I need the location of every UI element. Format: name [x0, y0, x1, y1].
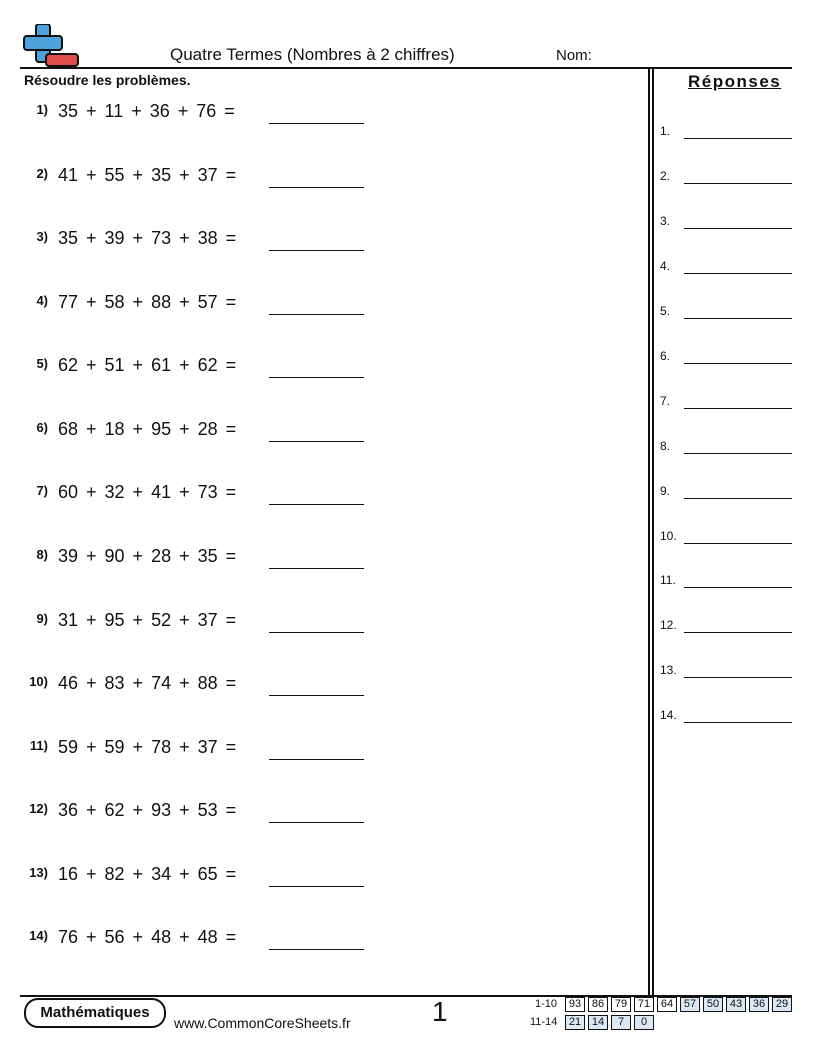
answer-row-5 — [660, 304, 792, 324]
key-cell: 79 — [611, 997, 631, 1012]
answer-blank[interactable] — [684, 273, 792, 274]
key-row-label: 11-14 — [530, 1016, 558, 1028]
problem-3 — [24, 228, 384, 254]
answer-blank[interactable] — [684, 543, 792, 544]
problem-expression: 39 + 90 + 28 + 35 = — [58, 546, 237, 566]
key-row-label: 1-10 — [535, 998, 558, 1010]
problem-4 — [24, 292, 384, 318]
problem-number: 11) — [29, 738, 48, 753]
answer-blank[interactable] — [269, 695, 364, 696]
problem-11 — [24, 737, 384, 763]
answer-label: 3. — [660, 214, 671, 228]
problem-expression: 31 + 95 + 52 + 37 = — [58, 610, 237, 630]
answer-row-14 — [660, 708, 792, 728]
answer-label: 5. — [660, 304, 671, 318]
name-label: Nom: — [556, 47, 592, 64]
key-cell: 14 — [588, 1015, 608, 1030]
problem-number: 3) — [36, 229, 48, 244]
problem-number: 2) — [36, 166, 48, 181]
answer-blank[interactable] — [269, 187, 364, 188]
key-cell: 0 — [634, 1015, 654, 1030]
problem-number: 10) — [29, 674, 48, 689]
answer-blank[interactable] — [684, 677, 792, 678]
answer-row-3 — [660, 214, 792, 234]
key-cell: 71 — [634, 997, 654, 1012]
problem-9 — [24, 610, 384, 636]
answer-blank[interactable] — [269, 886, 364, 887]
answer-blank[interactable] — [684, 318, 792, 319]
problem-14 — [24, 927, 384, 953]
key-cell: 57 — [680, 997, 700, 1012]
problem-number: 14) — [29, 928, 48, 943]
column-divider — [652, 68, 654, 996]
problem-expression: 16 + 82 + 34 + 65 = — [58, 864, 237, 884]
answer-blank[interactable] — [684, 183, 792, 184]
answer-row-4 — [660, 259, 792, 279]
answer-blank[interactable] — [269, 759, 364, 760]
answer-row-6 — [660, 349, 792, 369]
key-cell: 21 — [565, 1015, 585, 1030]
answer-label: 7. — [660, 394, 671, 408]
answer-blank[interactable] — [684, 722, 792, 723]
problem-expression: 77 + 58 + 88 + 57 = — [58, 292, 237, 312]
header-rule — [20, 67, 792, 69]
answer-label: 10. — [660, 529, 677, 543]
worksheet-title: Quatre Termes (Nombres à 2 chiffres) — [170, 45, 455, 64]
problem-8 — [24, 546, 384, 572]
answer-blank[interactable] — [684, 587, 792, 588]
answer-blank[interactable] — [684, 408, 792, 409]
answer-row-8 — [660, 439, 792, 459]
key-cell: 64 — [657, 997, 677, 1012]
answer-blank[interactable] — [269, 123, 364, 124]
answer-blank[interactable] — [684, 498, 792, 499]
problem-expression: 76 + 56 + 48 + 48 = — [58, 927, 237, 947]
answer-blank[interactable] — [684, 138, 792, 139]
column-divider — [648, 68, 650, 996]
problem-number: 12) — [29, 801, 48, 816]
answer-blank[interactable] — [269, 377, 364, 378]
problem-expression: 68 + 18 + 95 + 28 = — [58, 419, 237, 439]
problem-expression: 41 + 55 + 35 + 37 = — [58, 165, 237, 185]
answer-row-11 — [660, 573, 792, 593]
problem-13 — [24, 864, 384, 890]
problem-number: 9) — [36, 611, 48, 626]
problem-number: 8) — [36, 547, 48, 562]
problem-12 — [24, 800, 384, 826]
answer-blank[interactable] — [684, 228, 792, 229]
answer-blank[interactable] — [269, 632, 364, 633]
problem-number: 4) — [36, 293, 48, 308]
answer-label: 6. — [660, 349, 671, 363]
answer-blank[interactable] — [684, 363, 792, 364]
problem-number: 6) — [36, 420, 48, 435]
key-cell: 43 — [726, 997, 746, 1012]
problem-expression: 59 + 59 + 78 + 37 = — [58, 737, 237, 757]
key-cell: 29 — [772, 997, 792, 1012]
problem-number: 1) — [36, 102, 48, 117]
key-cell: 36 — [749, 997, 769, 1012]
instructions: Résoudre les problèmes. — [24, 72, 191, 88]
answer-blank[interactable] — [269, 822, 364, 823]
answer-label: 13. — [660, 663, 677, 677]
answer-blank[interactable] — [269, 949, 364, 950]
problem-expression: 35 + 39 + 73 + 38 = — [58, 228, 237, 248]
site-url[interactable]: www.CommonCoreSheets.fr — [174, 1015, 351, 1031]
problem-expression: 35 + 11 + 36 + 76 = — [58, 101, 235, 121]
plus-minus-logo-icon — [22, 24, 80, 68]
page-number: 1 — [432, 996, 448, 1027]
key-cell: 93 — [565, 997, 585, 1012]
answer-row-2 — [660, 169, 792, 189]
problem-7 — [24, 482, 384, 508]
answer-row-1 — [660, 124, 792, 144]
key-cell: 86 — [588, 997, 608, 1012]
answer-label: 9. — [660, 484, 671, 498]
answer-blank[interactable] — [269, 314, 364, 315]
key-cell: 50 — [703, 997, 723, 1012]
answer-row-7 — [660, 394, 792, 414]
answer-row-12 — [660, 618, 792, 638]
problem-6 — [24, 419, 384, 445]
problem-expression: 46 + 83 + 74 + 88 = — [58, 673, 237, 693]
answer-blank[interactable] — [269, 504, 364, 505]
answers-title: Réponses — [688, 72, 782, 91]
key-cell: 7 — [611, 1015, 631, 1030]
answer-label: 1. — [660, 124, 671, 138]
subject-badge: Mathématiques — [24, 998, 166, 1028]
answer-blank[interactable] — [684, 632, 792, 633]
problem-expression: 62 + 51 + 61 + 62 = — [58, 355, 237, 375]
answer-row-9 — [660, 484, 792, 504]
problem-10 — [24, 673, 384, 699]
answer-label: 11. — [660, 573, 676, 587]
answer-blank[interactable] — [684, 453, 792, 454]
problem-number: 7) — [36, 483, 48, 498]
answer-row-13 — [660, 663, 792, 683]
answer-row-10 — [660, 529, 792, 549]
answer-blank[interactable] — [269, 250, 364, 251]
answer-label: 2. — [660, 169, 671, 183]
answer-label: 14. — [660, 708, 677, 722]
problem-expression: 60 + 32 + 41 + 73 = — [58, 482, 237, 502]
answer-label: 4. — [660, 259, 671, 273]
answer-label: 8. — [660, 439, 671, 453]
problem-expression: 36 + 62 + 93 + 53 = — [58, 800, 237, 820]
answer-blank[interactable] — [269, 568, 364, 569]
problem-number: 5) — [36, 356, 48, 371]
problem-1 — [24, 101, 384, 127]
problem-number: 13) — [29, 865, 48, 880]
answer-label: 12. — [660, 618, 677, 632]
problem-2 — [24, 165, 384, 191]
answer-blank[interactable] — [269, 441, 364, 442]
problem-5 — [24, 355, 384, 381]
